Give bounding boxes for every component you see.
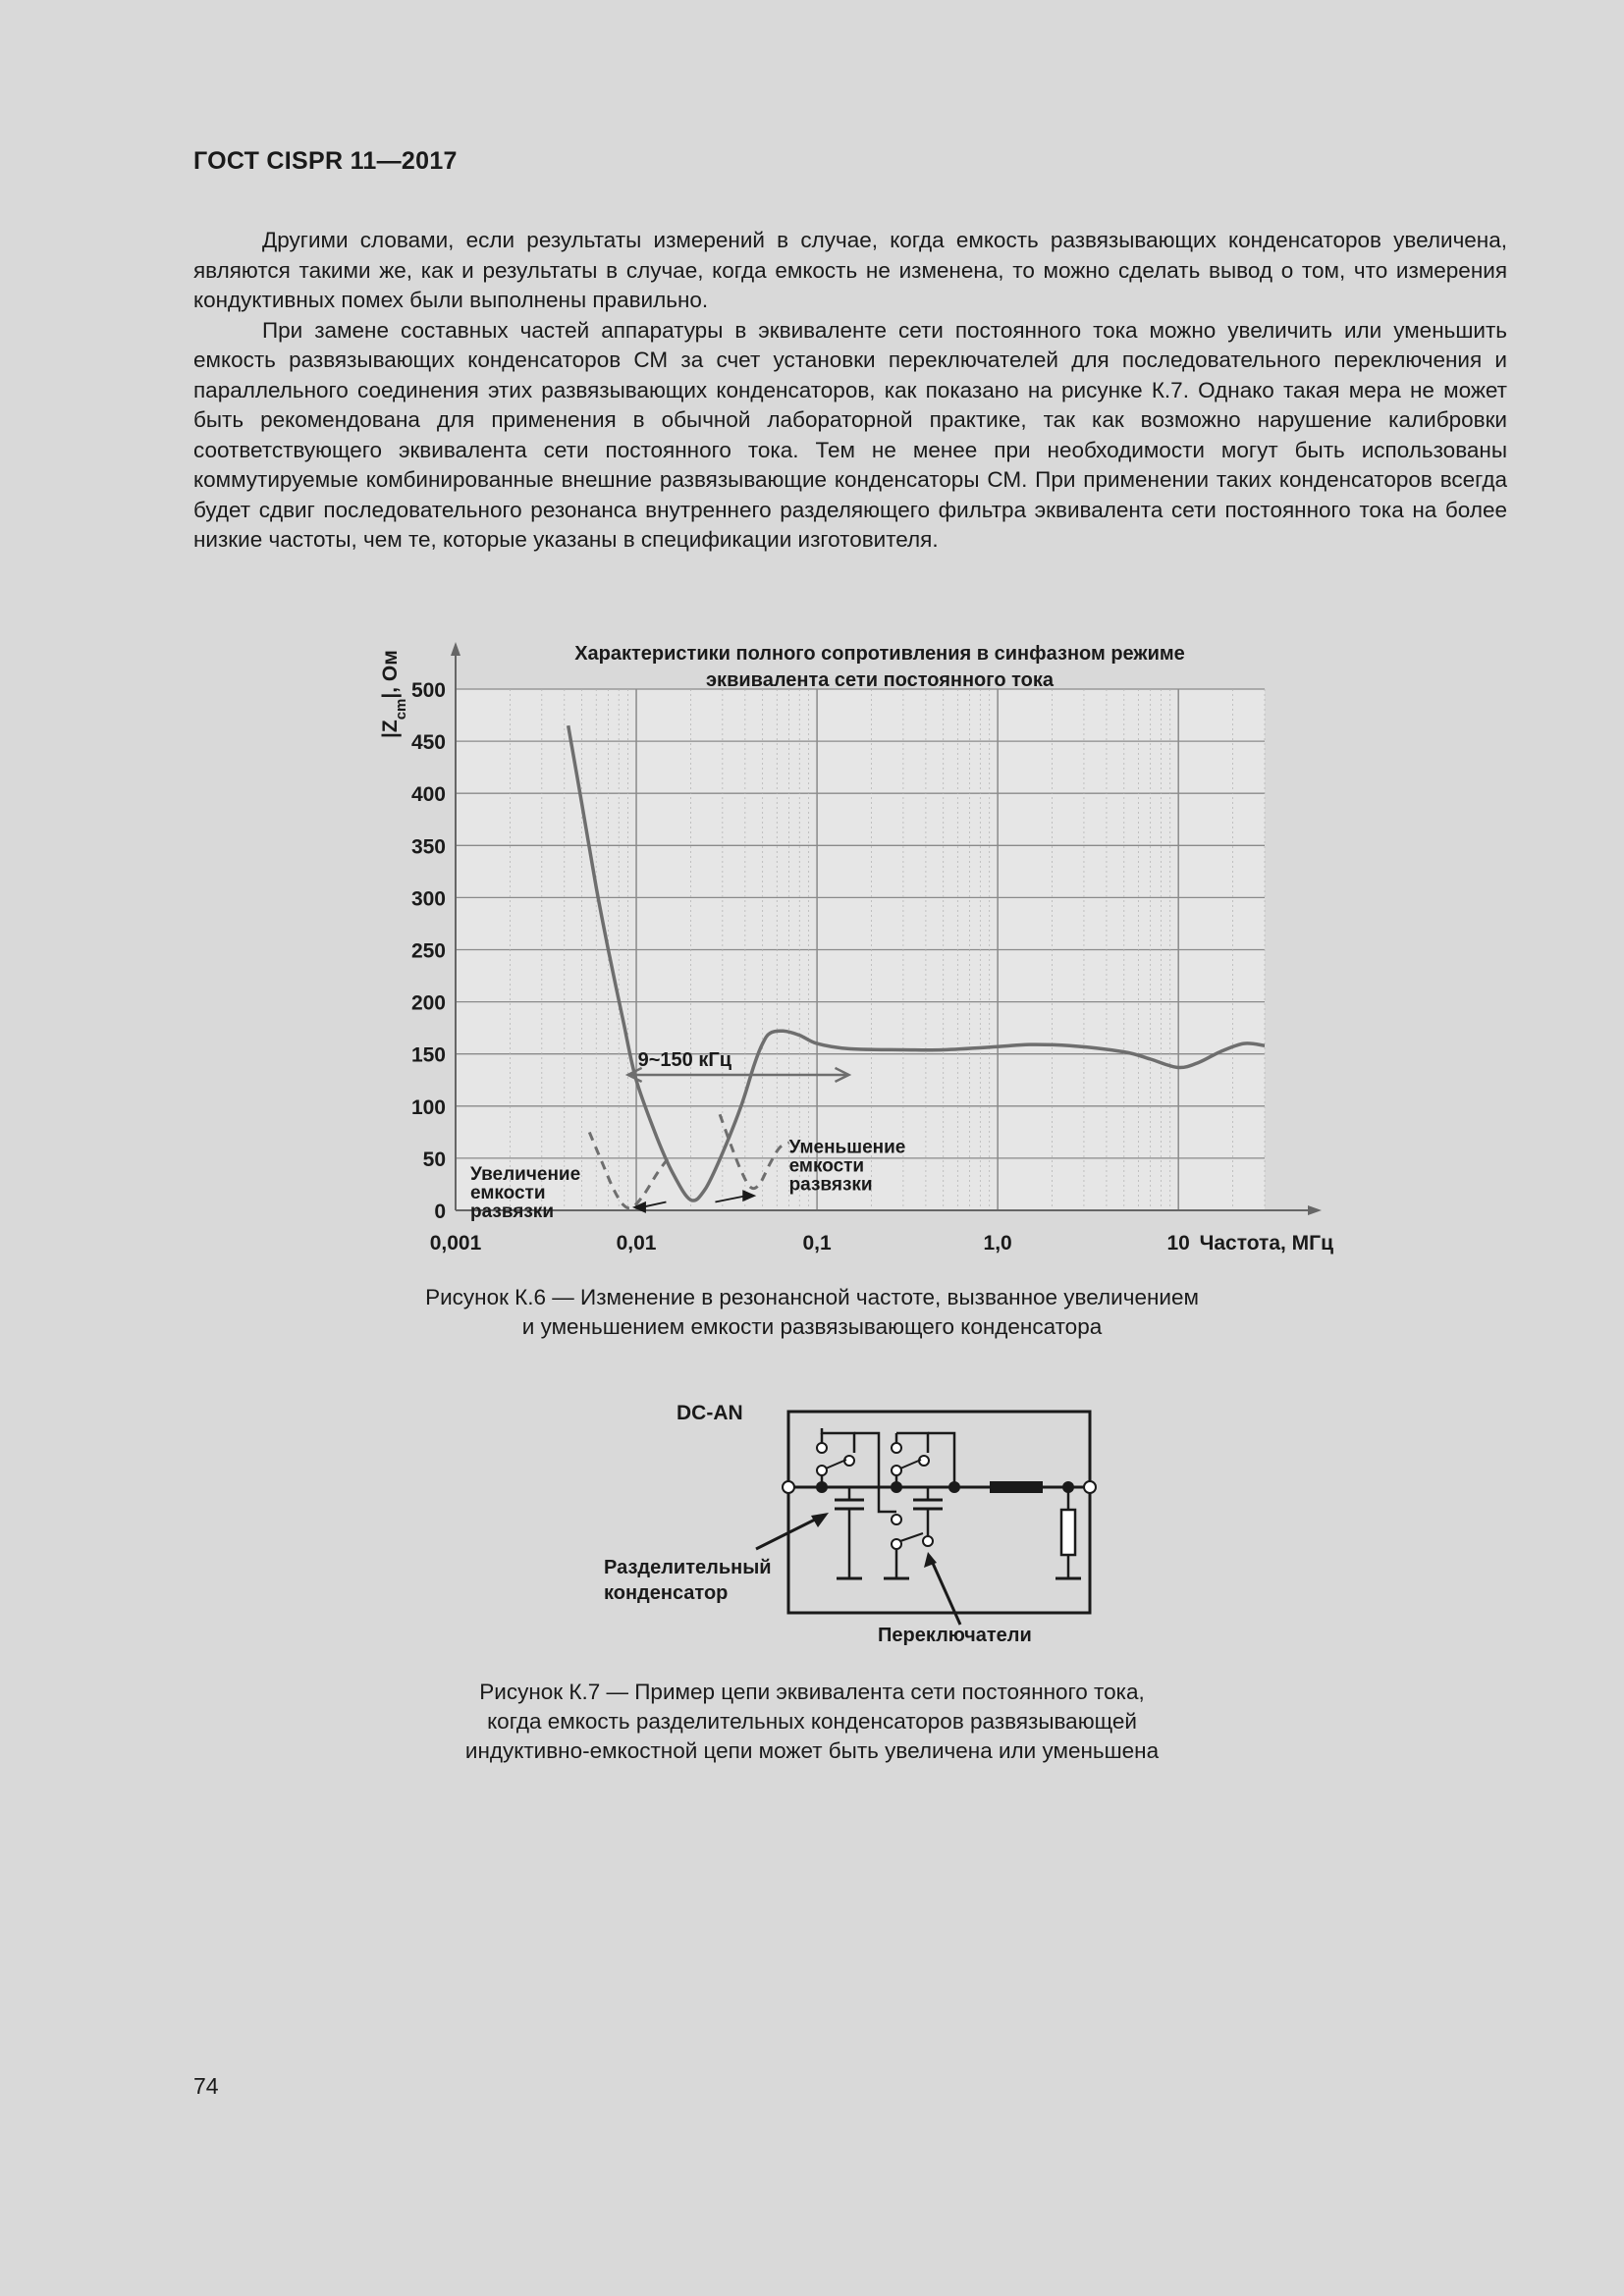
switch-wire — [928, 1433, 954, 1487]
inductor-symbol — [990, 1481, 1043, 1493]
figure-k6-caption — [0, 1283, 1624, 1342]
x-tick-label: 0,01 — [616, 1232, 657, 1255]
y-tick-label: 300 — [410, 887, 446, 911]
x-tick-label: 0,1 — [802, 1232, 832, 1255]
page-number: 74 — [193, 2073, 219, 2099]
switch-contact — [892, 1443, 901, 1453]
y-tick-label: 50 — [422, 1148, 446, 1171]
increase-capacitance-label: развязки — [470, 1201, 554, 1223]
decrease-capacitance-label: емкости — [788, 1155, 865, 1177]
pointer-arrow — [931, 1559, 960, 1625]
band-label: 9~150 кГц — [637, 1048, 732, 1071]
y-tick-label: 450 — [410, 731, 446, 755]
y-tick-label: 0 — [434, 1201, 446, 1223]
circuit-enclosure — [788, 1412, 1090, 1613]
caption-line: и уменьшением емкости развязывающего конденсатора — [521, 1314, 1103, 1339]
switch-blade — [826, 1460, 846, 1468]
decrease-capacitance-label: развязки — [788, 1174, 873, 1196]
switch-blade — [900, 1460, 921, 1468]
arrowhead — [811, 1513, 829, 1527]
y-axis-label: $|Z_{cm}|$, Ом — [379, 650, 409, 738]
chart-title: эквивалента сети постоянного тока — [706, 669, 1054, 691]
resistor-symbol — [1061, 1510, 1075, 1555]
paragraph: Другими словами, если результаты измерений в случае, когда емкость развязывающих конденсаторов увеличена, являются такими же, как и результаты в случае, когда емкость не изменена, то можно сделать вывод о том, что измерения кондуктивных помех были выполнены правильно. — [193, 228, 1507, 312]
switch-contact — [892, 1466, 901, 1475]
switch-contact — [892, 1515, 901, 1524]
y-tick-label: 150 — [410, 1043, 446, 1067]
caption-line: индуктивно-емкостной цепи может быть увеличена или уменьшена — [464, 1738, 1160, 1763]
circuit-title: DC-AN — [677, 1402, 743, 1424]
y-axis-arrow — [451, 642, 460, 656]
x-axis-label: Частота, МГц — [1199, 1232, 1333, 1255]
circuit-svg — [589, 1394, 1119, 1649]
y-tick-label: 250 — [410, 939, 446, 963]
x-tick-label: 1,0 — [983, 1232, 1012, 1255]
terminal-left — [783, 1481, 794, 1493]
y-tick-label: 350 — [410, 835, 446, 859]
y-tick-label: 100 — [410, 1095, 446, 1119]
switch-blade — [900, 1533, 923, 1541]
terminal-right — [1084, 1481, 1096, 1493]
increase-capacitance-label: емкости — [470, 1183, 546, 1204]
x-tick-label: 10 — [1166, 1232, 1190, 1255]
x-axis-arrow — [1308, 1205, 1322, 1215]
y-tick-label: 400 — [410, 783, 446, 807]
figure-k7-caption — [0, 1678, 1624, 1766]
y-tick-label: 500 — [410, 679, 446, 702]
switches-label: Переключатели — [878, 1625, 1032, 1646]
caption-line: Рисунок К.6 — Изменение в резонансной частоте, вызванное увеличением — [425, 1285, 1199, 1309]
capacitor-label: Разделительный — [604, 1557, 772, 1578]
y-tick-label: 200 — [410, 991, 446, 1015]
x-tick-label: 0,001 — [429, 1232, 482, 1255]
switch-contact — [892, 1539, 901, 1549]
paragraph: При замене составных частей аппаратуры в эквиваленте сети постоянного тока можно увеличить или уменьшить емкость развязывающих конденсаторов СМ за счет установки переключателей для последовательного переключения и параллельного соединения этих развязывающих конденсаторов, как показано на рисунке К.7. Однако такая мера не может быть рекомендована для применения в обычной лабораторной практике, так как возможно нарушение калибровки соответствующего эквивалента сети постоянного тока. Тем не менее при необходимости могут быть использованы коммутируемые комбинированные внешние развязывающие конденсаторы СМ. При применении таких конденсаторов всегда будет сдвиг последовательного резонанса внутреннего разделяющего фильтра эквивалента сети постоянного тока на более низкие частоты, чем те, которые указаны в спецификации изготовителя. — [193, 317, 1507, 552]
switch-contact — [923, 1536, 933, 1546]
caption-line: когда емкость разделительных конденсаторов развязывающей — [487, 1709, 1137, 1734]
document-header: ГОСТ CISPR 11—2017 — [193, 147, 458, 175]
caption-line: Рисунок К.7 — Пример цепи эквивалента сети постоянного тока, — [479, 1680, 1145, 1704]
decrease-capacitance-label: Уменьшение — [788, 1137, 906, 1158]
increase-capacitance-label: Увеличение — [470, 1164, 581, 1186]
capacitor-label: конденсатор — [604, 1582, 729, 1604]
switch-contact — [817, 1443, 827, 1453]
chart-title: Характеристики полного сопротивления в синфазном режиме — [574, 643, 1185, 665]
impedance-chart-svg — [353, 628, 1345, 1266]
body-text — [193, 226, 1507, 556]
impedance-chart — [353, 628, 1345, 1266]
circuit-diagram — [589, 1394, 1119, 1649]
switch-contact — [817, 1466, 827, 1475]
